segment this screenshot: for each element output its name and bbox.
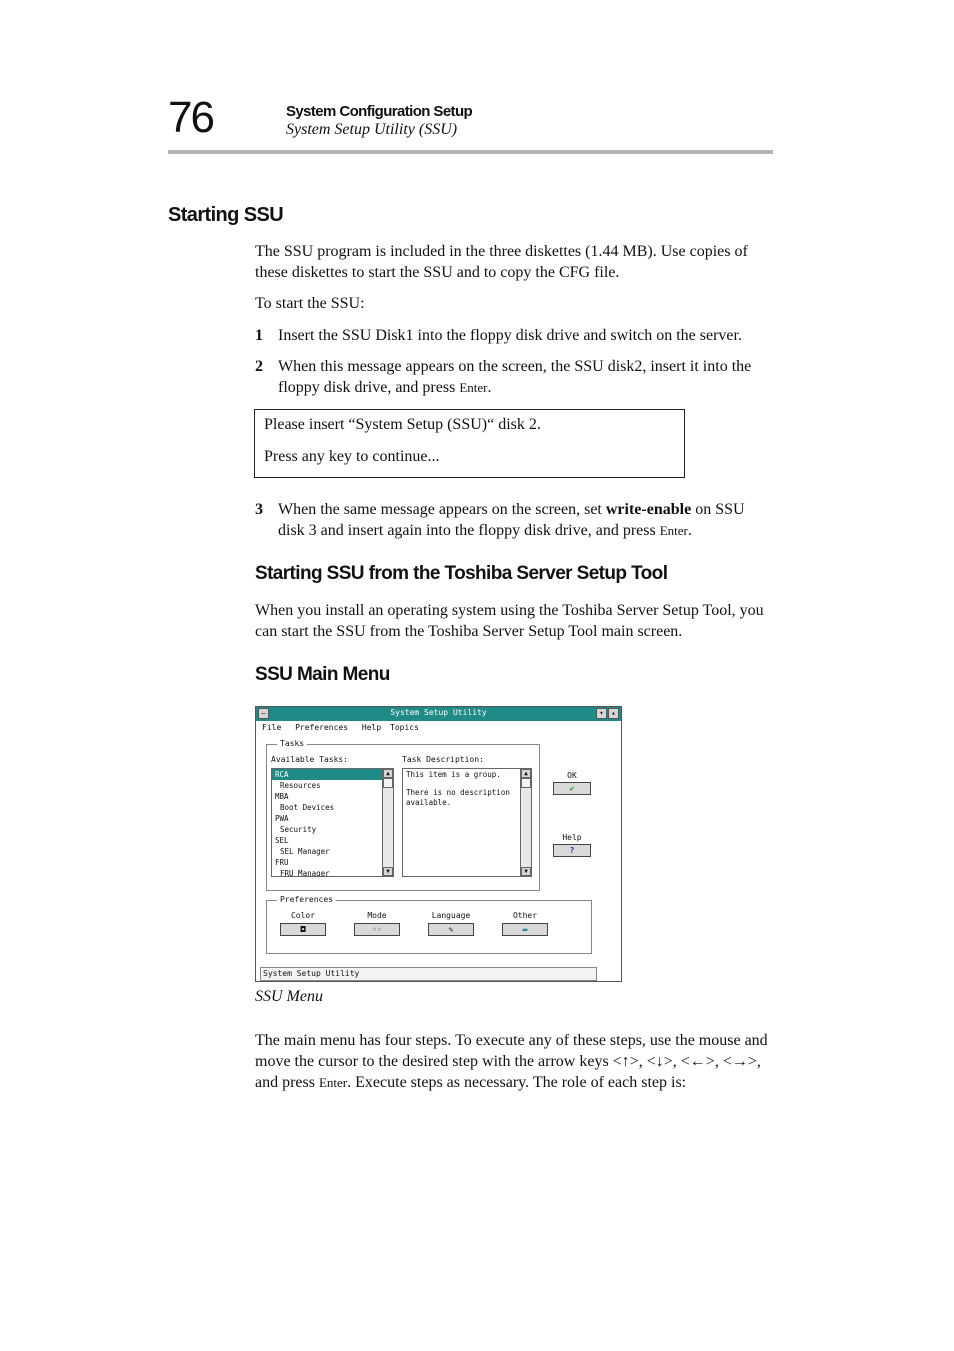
step-2 — [255, 356, 775, 398]
menu-bar — [262, 723, 428, 732]
enter-key-label-2: Enter — [659, 523, 688, 538]
step-1-number: 1 — [255, 327, 263, 344]
task-list-item[interactable]: FRU — [275, 858, 289, 867]
header-rule — [168, 150, 773, 154]
task-list-item[interactable]: MBA — [275, 792, 289, 801]
language-icon: ✎ — [448, 925, 454, 934]
intro-line-2: these diskettes to start the SSU and to copy the CFG file. — [255, 264, 620, 281]
available-tasks-list[interactable] — [271, 768, 394, 877]
heading-starting-from-tool: Starting SSU from the Toshiba Server Setup Tool — [255, 563, 668, 584]
other-icon: ▬ — [522, 925, 528, 934]
task-description-box — [402, 768, 532, 877]
help-label: Help — [562, 833, 582, 842]
header-subtitle: System Setup Utility (SSU) — [286, 121, 458, 138]
window-titlebar — [256, 707, 621, 721]
step-3-number: 3 — [255, 501, 263, 518]
scroll-down-icon[interactable]: ▼ — [383, 867, 393, 876]
mode-icon: ◦◦ — [372, 925, 382, 934]
message-line-2: Press any key to continue... — [264, 448, 440, 465]
main-menu-line-3b: . Execute steps as necessary. The role of each step is: — [347, 1074, 687, 1091]
main-menu-line-3a: and press — [255, 1074, 319, 1091]
task-list-item[interactable]: SEL — [275, 836, 289, 845]
ok-label: OK — [567, 771, 577, 780]
intro-paragraph — [255, 241, 775, 283]
task-list-item[interactable]: Boot Devices — [280, 803, 335, 812]
step-3-text — [278, 499, 775, 541]
help-question-icon: ? — [569, 846, 575, 855]
step-2-line-2: floppy disk drive, and press — [278, 379, 460, 396]
ssu-window-screenshot — [255, 706, 622, 982]
description-scrollbar[interactable] — [520, 769, 531, 876]
step-3-line-2: disk 3 and insert again into the floppy disk drive, and press — [278, 522, 660, 539]
step-2-period: . — [487, 379, 492, 396]
check-icon: ✔ — [569, 784, 575, 793]
palette-icon: ◘ — [300, 925, 306, 934]
minimize-icon[interactable]: ▾ — [596, 708, 607, 719]
tasks-scrollbar[interactable] — [382, 769, 393, 876]
enter-key-label: Enter — [459, 380, 488, 395]
system-menu-icon[interactable]: – — [258, 708, 269, 719]
pref-button-other[interactable] — [502, 923, 548, 936]
heading-ssu-main-menu: SSU Main Menu — [255, 664, 390, 685]
header-title: System Configuration Setup — [286, 103, 473, 120]
tool-paragraph — [255, 600, 775, 642]
task-list-item[interactable]: Security — [280, 825, 317, 834]
description-line-3: available. — [406, 798, 452, 807]
maximize-icon[interactable]: ▴ — [608, 708, 619, 719]
pref-button-mode[interactable] — [354, 923, 400, 936]
available-tasks-label: Available Tasks: — [271, 755, 349, 764]
message-line-1: Please insert “System Setup (SSU)“ disk 2. — [264, 416, 541, 433]
pref-label-other: Other — [512, 911, 538, 920]
menu-preferences[interactable]: Preferences — [295, 723, 349, 732]
step-2-text — [278, 356, 775, 398]
task-list-item[interactable]: FRU Manager — [280, 869, 330, 877]
step-3 — [255, 499, 775, 541]
pref-label-color: Color — [290, 911, 316, 920]
intro-line-1: The SSU program is included in the three diskettes (1.44 MB). Use copies of — [255, 243, 748, 260]
tool-line-1: When you install an operating system using the Toshiba Server Setup Tool, you — [255, 602, 764, 619]
main-menu-paragraph — [255, 1030, 775, 1093]
enter-key-label-3: Enter — [318, 1075, 348, 1090]
main-menu-line-2: move the cursor to the desired step with the arrow keys <↑>, <↓>, <←>, <→>, — [255, 1053, 761, 1070]
description-line-1: This item is a group. — [406, 770, 501, 779]
step-2-number: 2 — [255, 358, 263, 375]
task-description-label: Task Description: — [402, 755, 484, 764]
preferences-group — [266, 895, 592, 954]
help-button[interactable] — [553, 844, 591, 857]
task-list-item[interactable]: RCA — [272, 769, 393, 780]
message-box — [254, 409, 685, 478]
tool-line-2: can start the SSU from the Toshiba Server Setup Tool main screen. — [255, 623, 683, 640]
figure-caption: SSU Menu — [255, 988, 323, 1005]
page-number: 76 — [168, 93, 213, 142]
scroll-up-icon[interactable]: ▲ — [383, 769, 393, 778]
pref-button-language[interactable] — [428, 923, 474, 936]
description-line-2: There is no description — [406, 788, 510, 797]
task-list-item[interactable]: PWA — [275, 814, 289, 823]
desc-scroll-up-icon[interactable]: ▲ — [521, 769, 531, 778]
tasks-group-label: Tasks — [277, 739, 307, 748]
window-title: System Setup Utility — [390, 708, 487, 717]
task-list-item[interactable]: SEL Manager — [280, 847, 330, 856]
step-3-part-a: When the same message appears on the screen, set — [278, 501, 606, 518]
step-2-line-1: When this message appears on the screen, the SSU disk2, insert it into the — [278, 358, 752, 375]
menu-help[interactable]: Help — [361, 723, 382, 732]
desc-scroll-down-icon[interactable]: ▼ — [521, 867, 531, 876]
to-start-paragraph: To start the SSU: — [255, 295, 365, 312]
desc-scroll-thumb[interactable] — [521, 778, 531, 788]
pref-label-mode: Mode — [367, 911, 387, 920]
pref-label-language: Language — [431, 911, 471, 920]
tasks-group — [266, 739, 540, 891]
status-bar: System Setup Utility — [260, 967, 597, 981]
ok-button[interactable] — [553, 782, 591, 795]
preferences-group-label: Preferences — [277, 895, 336, 904]
task-list-item[interactable]: Resources — [280, 781, 321, 790]
step-3-period: . — [687, 522, 692, 539]
pref-button-color[interactable] — [280, 923, 326, 936]
step-3-part-b: on SSU — [691, 501, 745, 518]
step-1 — [255, 325, 775, 346]
step-1-text: Insert the SSU Disk1 into the floppy disk drive and switch on the server. — [278, 327, 742, 344]
scroll-thumb[interactable] — [383, 778, 393, 788]
write-enable-term: write-enable — [605, 501, 692, 518]
menu-topics[interactable]: Topics — [390, 723, 419, 732]
heading-starting-ssu: Starting SSU — [168, 204, 284, 226]
main-menu-line-1: The main menu has four steps. To execute any of these steps, use the mouse and — [255, 1032, 768, 1049]
menu-file[interactable]: File — [262, 723, 282, 732]
